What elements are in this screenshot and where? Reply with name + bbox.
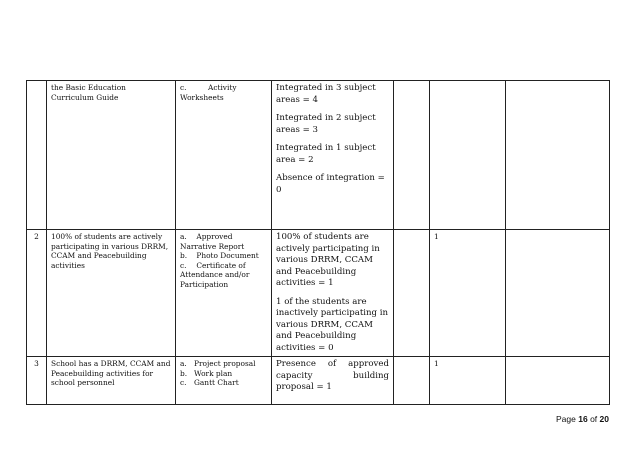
scoring-line: 100% of students are actively participating in various DRRM, CCAM and Peacebuilding activities = 1 — [276, 232, 380, 288]
scoring-line: Integrated in 2 subject areas = 3 — [276, 113, 376, 135]
blank-cell — [506, 357, 610, 405]
table-row — [27, 81, 610, 230]
scoring-line: 1 of the students are inactively participating in various DRRM, CCAM and Peacebuilding activities = 0 — [276, 296, 389, 353]
score-cell — [430, 81, 506, 230]
row-number: 3 — [27, 357, 47, 405]
scoring-cell — [272, 230, 394, 357]
blank-cell — [506, 81, 610, 230]
score-cell: 1 — [430, 230, 506, 357]
evidence-item: c. Gantt Chart — [180, 378, 239, 388]
evidence-item: b. Photo Document — [180, 251, 259, 261]
evidence-item: a. Approved Narrative Report — [180, 232, 245, 251]
evidence-cell — [176, 81, 272, 230]
evidence-item: c. Activity Worksheets — [180, 83, 237, 102]
evidence-item: b. Work plan — [180, 368, 233, 378]
evidence-cell — [176, 357, 272, 405]
criterion-cell: the Basic Education Curriculum Guide — [47, 81, 176, 230]
row-number — [27, 81, 47, 230]
criterion-cell: 100% of students are actively participating in various DRRM, CCAM and Peacebuilding activities — [47, 230, 176, 357]
evidence-item: a. Project proposal — [180, 359, 256, 368]
blank-cell — [394, 357, 430, 405]
of-word: of — [590, 414, 598, 424]
page-word: Page — [555, 414, 576, 424]
scoring-line: Absence of integration = 0 — [276, 173, 385, 195]
page-footer — [556, 414, 609, 424]
criterion-cell: School has a DRRM, CCAM and Peacebuilding activities for school personnel — [47, 357, 176, 405]
score-cell: 1 — [430, 357, 506, 405]
table-row — [27, 357, 610, 405]
total-pages-number: 20 — [599, 414, 609, 424]
scoring-line: Presence of approved capacity building proposal = 1 — [276, 359, 389, 392]
rubric-table — [26, 80, 610, 405]
evidence-cell — [176, 230, 272, 357]
blank-cell — [394, 81, 430, 230]
scoring-line: Integrated in 1 subject area = 2 — [276, 143, 376, 165]
scoring-line: Integrated in 3 subject areas = 4 — [276, 83, 376, 105]
scoring-cell — [272, 357, 394, 405]
table-row — [27, 230, 610, 357]
blank-cell — [506, 230, 610, 357]
scoring-cell — [272, 81, 394, 230]
evidence-item: c. Certificate of Attendance and/or Participation — [180, 260, 250, 289]
current-page-number: 16 — [578, 414, 588, 424]
row-number: 2 — [27, 230, 47, 357]
blank-cell — [394, 230, 430, 357]
